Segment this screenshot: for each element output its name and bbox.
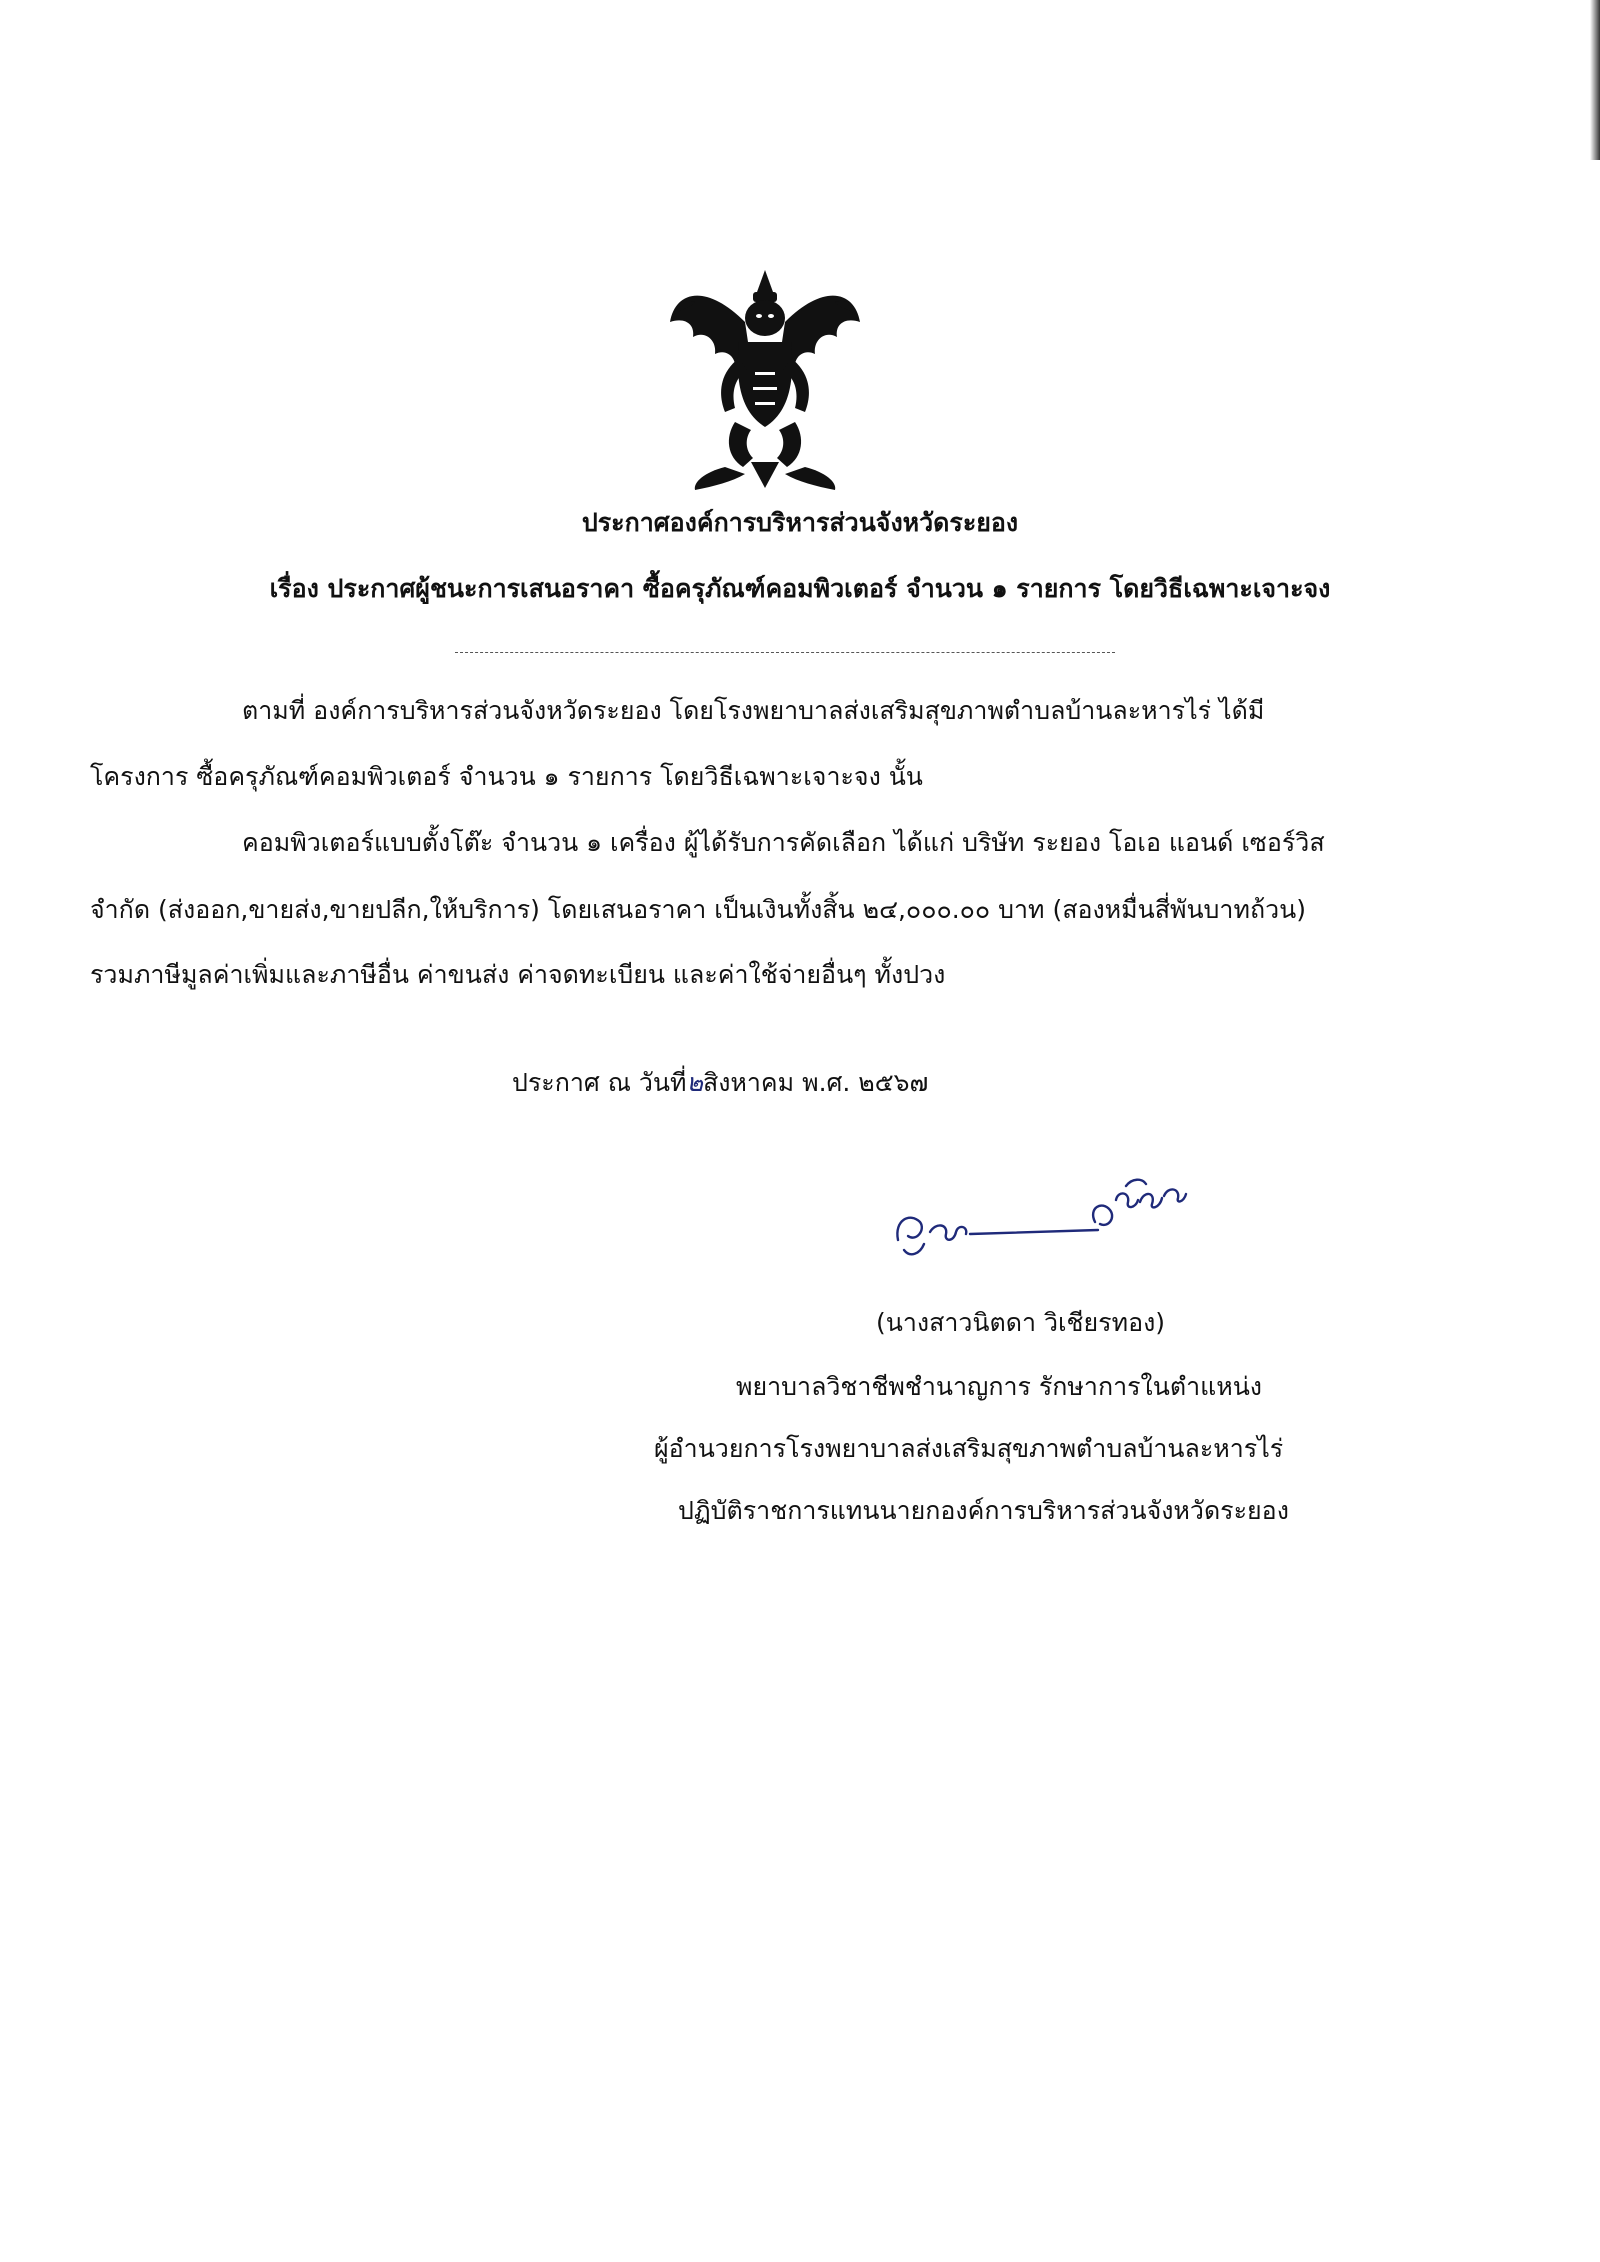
signer-position: พยาบาลวิชาชีพชำนาญการ รักษาการในตำแหน่ง bbox=[736, 1372, 1263, 1401]
signer-name: (นางสาวนิตดา วิเชียรทอง) bbox=[876, 1308, 1166, 1337]
signer-role: ผู้อำนวยการโรงพยาบาลส่งเสริมสุขภาพตำบลบ้านละหารไร่ bbox=[654, 1434, 1284, 1463]
announcement-title: ประกาศองค์การบริหารส่วนจังหวัดระยอง bbox=[581, 508, 1019, 537]
scan-edge-shadow bbox=[1590, 0, 1600, 160]
header-divider bbox=[455, 652, 1115, 653]
date-day-handwritten: ๒ bbox=[686, 1068, 703, 1097]
paragraph1-line2: โครงการ ซื้อครุภัณฑ์คอมพิวเตอร์ จำนวน ๑ รายการ โดยวิธีเฉพาะเจาะจง นั้น bbox=[90, 762, 923, 791]
date-suffix: สิงหาคม พ.ศ. ๒๕๖๗ bbox=[702, 1068, 929, 1097]
paragraph2-line3: รวมภาษีมูลค่าเพิ่มและภาษีอื่น ค่าขนส่ง ค่าจดทะเบียน และค่าใช้จ่ายอื่นๆ ทั้งปวง bbox=[90, 960, 946, 989]
paragraph2-line2: จำกัด (ส่งออก,ขายส่ง,ขายปลีก,ให้บริการ) โดยเสนอราคา เป็นเงินทั้งสิ้น ๒๔,๐๐๐.๐๐ บาท (สองหมื่นสี่พันบาทถ้วน) bbox=[90, 895, 1306, 924]
date-prefix: ประกาศ ณ วันที่ bbox=[512, 1068, 687, 1097]
announcement-date bbox=[512, 1066, 928, 1100]
paragraph2-line1: คอมพิวเตอร์แบบตั้งโต๊ะ จำนวน ๑ เครื่อง ผู้ได้รับการคัดเลือก ได้แก่ บริษัท ระยอง โอเอ แอนด์ เซอร์วิส bbox=[242, 828, 1325, 857]
garuda-emblem-icon bbox=[665, 262, 865, 494]
signer-acting-for: ปฏิบัติราชการแทนนายกองค์การบริหารส่วนจังหวัดระยอง bbox=[678, 1496, 1289, 1525]
handwritten-signature bbox=[890, 1130, 1190, 1280]
announcement-subject: เรื่อง ประกาศผู้ชนะการเสนอราคา ซื้อครุภัณฑ์คอมพิวเตอร์ จำนวน ๑ รายการ โดยวิธีเฉพาะเจาะจง bbox=[269, 574, 1331, 603]
paragraph1-line1: ตามที่ องค์การบริหารส่วนจังหวัดระยอง โดยโรงพยาบาลส่งเสริมสุขภาพตำบลบ้านละหารไร่ ได้มี bbox=[242, 696, 1265, 725]
